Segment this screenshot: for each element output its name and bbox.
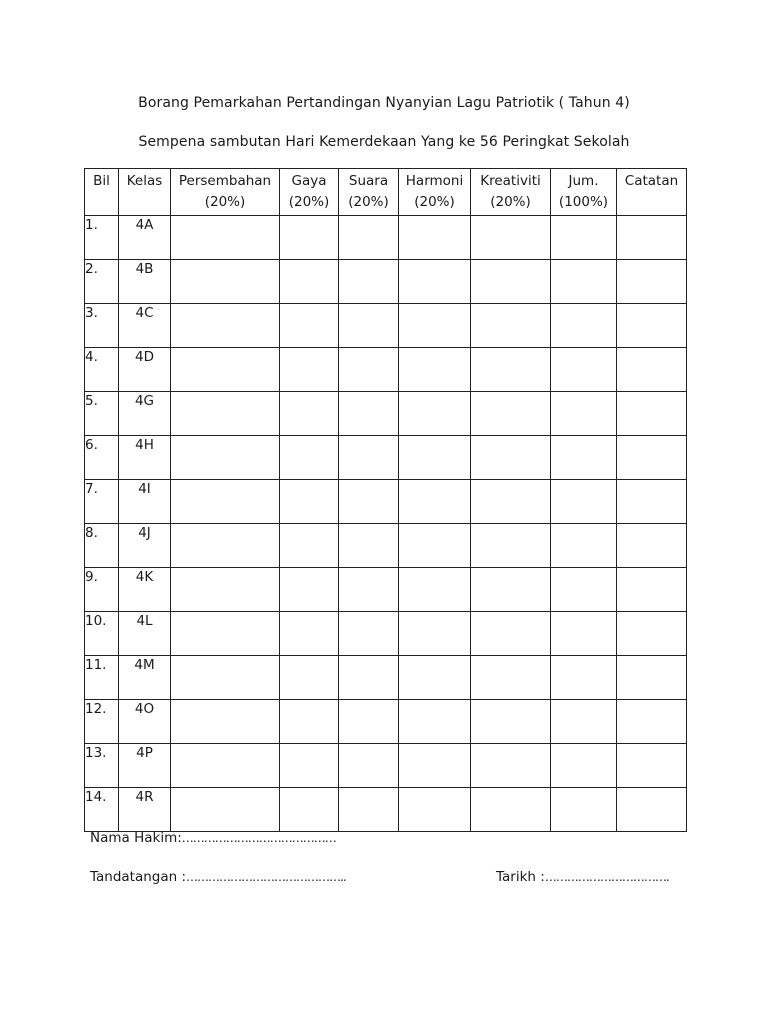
- row-bil: 10.: [85, 612, 119, 656]
- scoring-table: [84, 168, 687, 832]
- score-cell-gaya[interactable]: [280, 612, 339, 656]
- row-kelas: 4K: [119, 568, 171, 612]
- score-cell-jumlah[interactable]: [551, 392, 617, 436]
- score-cell-catatan[interactable]: [617, 304, 687, 348]
- row-bil: 11.: [85, 656, 119, 700]
- score-cell-suara[interactable]: [339, 392, 399, 436]
- score-cell-jumlah[interactable]: [551, 436, 617, 480]
- score-cell-suara[interactable]: [339, 480, 399, 524]
- score-cell-harmoni[interactable]: [399, 260, 471, 304]
- header-jumlah: Jum. (100%): [551, 169, 617, 216]
- signature-label: Tandatangan :: [90, 869, 187, 885]
- score-cell-kreativiti[interactable]: [471, 216, 551, 260]
- score-cell-harmoni[interactable]: [399, 480, 471, 524]
- score-cell-harmoni[interactable]: [399, 436, 471, 480]
- row-bil: 4.: [85, 348, 119, 392]
- score-cell-catatan[interactable]: [617, 568, 687, 612]
- score-cell-jumlah[interactable]: [551, 568, 617, 612]
- score-cell-catatan[interactable]: [617, 788, 687, 832]
- score-cell-harmoni[interactable]: [399, 612, 471, 656]
- row-kelas: 4H: [119, 436, 171, 480]
- header-bil: Bil: [85, 169, 119, 216]
- score-cell-gaya[interactable]: [280, 656, 339, 700]
- table-row: [85, 216, 687, 260]
- score-cell-suara[interactable]: [339, 656, 399, 700]
- date-field[interactable]: …………………………….: [544, 870, 669, 884]
- score-cell-suara[interactable]: [339, 524, 399, 568]
- score-cell-gaya[interactable]: [280, 744, 339, 788]
- score-cell-jumlah[interactable]: [551, 480, 617, 524]
- table-row: [85, 480, 687, 524]
- score-cell-catatan[interactable]: [617, 612, 687, 656]
- score-cell-kreativiti[interactable]: [471, 788, 551, 832]
- row-bil: 1.: [85, 216, 119, 260]
- form-title: Borang Pemarkahan Pertandingan Nyanyian Lagu Patriotik ( Tahun 4): [138, 95, 630, 111]
- signature-field[interactable]: ……………………………………..: [186, 870, 346, 884]
- header-gaya: Gaya (20%): [280, 169, 339, 216]
- score-cell-catatan[interactable]: [617, 700, 687, 744]
- score-cell-persembahan[interactable]: [171, 348, 280, 392]
- score-cell-catatan[interactable]: [617, 524, 687, 568]
- row-bil: 8.: [85, 524, 119, 568]
- table-row: [85, 744, 687, 788]
- signature-line: [90, 869, 346, 885]
- date-line: [496, 869, 669, 885]
- row-kelas: 4J: [119, 524, 171, 568]
- score-cell-gaya[interactable]: [280, 700, 339, 744]
- table-row: [85, 304, 687, 348]
- score-cell-kreativiti[interactable]: [471, 700, 551, 744]
- score-cell-persembahan[interactable]: [171, 612, 280, 656]
- score-cell-harmoni[interactable]: [399, 392, 471, 436]
- score-cell-gaya[interactable]: [280, 304, 339, 348]
- judge-name-line: [90, 830, 336, 846]
- score-cell-suara[interactable]: [339, 348, 399, 392]
- row-kelas: 4D: [119, 348, 171, 392]
- score-cell-harmoni[interactable]: [399, 744, 471, 788]
- score-cell-jumlah[interactable]: [551, 524, 617, 568]
- score-cell-harmoni[interactable]: [399, 568, 471, 612]
- score-cell-suara[interactable]: [339, 216, 399, 260]
- score-cell-persembahan[interactable]: [171, 700, 280, 744]
- score-cell-jumlah[interactable]: [551, 656, 617, 700]
- score-cell-harmoni[interactable]: [399, 348, 471, 392]
- score-cell-persembahan[interactable]: [171, 260, 280, 304]
- score-cell-suara[interactable]: [339, 260, 399, 304]
- form-subtitle: Sempena sambutan Hari Kemerdekaan Yang ke 56 Peringkat Sekolah: [138, 134, 630, 150]
- score-cell-jumlah[interactable]: [551, 700, 617, 744]
- score-cell-persembahan[interactable]: [171, 524, 280, 568]
- score-cell-harmoni[interactable]: [399, 656, 471, 700]
- row-bil: 5.: [85, 392, 119, 436]
- row-kelas: 4P: [119, 744, 171, 788]
- table-row: [85, 392, 687, 436]
- score-cell-suara[interactable]: [339, 436, 399, 480]
- table-row: [85, 260, 687, 304]
- row-kelas: 4I: [119, 480, 171, 524]
- score-cell-suara[interactable]: [339, 612, 399, 656]
- row-bil: 9.: [85, 568, 119, 612]
- score-cell-harmoni[interactable]: [399, 216, 471, 260]
- score-cell-gaya[interactable]: [280, 568, 339, 612]
- table-header-row: [85, 169, 687, 216]
- score-cell-kreativiti[interactable]: [471, 348, 551, 392]
- header-persembahan: Persembahan (20%): [171, 169, 280, 216]
- score-cell-catatan[interactable]: [617, 436, 687, 480]
- row-bil: 2.: [85, 260, 119, 304]
- score-cell-persembahan[interactable]: [171, 304, 280, 348]
- score-cell-harmoni[interactable]: [399, 788, 471, 832]
- header-harmoni: Harmoni (20%): [399, 169, 471, 216]
- table-row: [85, 788, 687, 832]
- score-cell-kreativiti[interactable]: [471, 568, 551, 612]
- table-body: [85, 216, 687, 832]
- score-cell-jumlah[interactable]: [551, 216, 617, 260]
- header-kelas: Kelas: [119, 169, 171, 216]
- score-cell-persembahan[interactable]: [171, 392, 280, 436]
- score-cell-gaya[interactable]: [280, 260, 339, 304]
- score-cell-harmoni[interactable]: [399, 304, 471, 348]
- row-kelas: 4L: [119, 612, 171, 656]
- score-cell-gaya[interactable]: [280, 216, 339, 260]
- score-cell-catatan[interactable]: [617, 260, 687, 304]
- row-bil: 14.: [85, 788, 119, 832]
- date-label: Tarikh :: [496, 869, 545, 885]
- score-cell-jumlah[interactable]: [551, 304, 617, 348]
- row-kelas: 4M: [119, 656, 171, 700]
- row-bil: 7.: [85, 480, 119, 524]
- score-cell-gaya[interactable]: [280, 436, 339, 480]
- score-cell-suara[interactable]: [339, 304, 399, 348]
- row-kelas: 4O: [119, 700, 171, 744]
- row-kelas: 4B: [119, 260, 171, 304]
- score-cell-jumlah[interactable]: [551, 744, 617, 788]
- score-cell-gaya[interactable]: [280, 348, 339, 392]
- score-cell-catatan[interactable]: [617, 656, 687, 700]
- score-cell-jumlah[interactable]: [551, 348, 617, 392]
- score-cell-persembahan[interactable]: [171, 480, 280, 524]
- score-cell-jumlah[interactable]: [551, 788, 617, 832]
- table-row: [85, 568, 687, 612]
- row-bil: 13.: [85, 744, 119, 788]
- score-cell-catatan[interactable]: [617, 744, 687, 788]
- row-kelas: 4A: [119, 216, 171, 260]
- score-cell-persembahan[interactable]: [171, 436, 280, 480]
- score-cell-persembahan[interactable]: [171, 216, 280, 260]
- score-cell-kreativiti[interactable]: [471, 304, 551, 348]
- judge-name-field[interactable]: ……………………………………: [181, 831, 336, 845]
- score-cell-catatan[interactable]: [617, 216, 687, 260]
- header-kreativiti: Kreativiti (20%): [471, 169, 551, 216]
- header-suara: Suara (20%): [339, 169, 399, 216]
- row-bil: 6.: [85, 436, 119, 480]
- score-cell-kreativiti[interactable]: [471, 744, 551, 788]
- score-cell-catatan[interactable]: [617, 480, 687, 524]
- score-cell-harmoni[interactable]: [399, 524, 471, 568]
- score-cell-kreativiti[interactable]: [471, 612, 551, 656]
- score-cell-suara[interactable]: [339, 568, 399, 612]
- row-bil: 12.: [85, 700, 119, 744]
- score-cell-gaya[interactable]: [280, 788, 339, 832]
- table-row: [85, 612, 687, 656]
- score-cell-suara[interactable]: [339, 744, 399, 788]
- table-row: [85, 348, 687, 392]
- score-cell-kreativiti[interactable]: [471, 524, 551, 568]
- table-row: [85, 524, 687, 568]
- score-cell-persembahan[interactable]: [171, 568, 280, 612]
- table-row: [85, 436, 687, 480]
- table-row: [85, 656, 687, 700]
- table-row: [85, 700, 687, 744]
- score-cell-persembahan[interactable]: [171, 744, 280, 788]
- score-cell-suara[interactable]: [339, 700, 399, 744]
- judge-name-label: Nama Hakim:: [90, 830, 182, 846]
- row-kelas: 4C: [119, 304, 171, 348]
- row-kelas: 4R: [119, 788, 171, 832]
- score-cell-kreativiti[interactable]: [471, 656, 551, 700]
- score-cell-kreativiti[interactable]: [471, 260, 551, 304]
- row-kelas: 4G: [119, 392, 171, 436]
- score-cell-kreativiti[interactable]: [471, 392, 551, 436]
- score-cell-catatan[interactable]: [617, 392, 687, 436]
- score-cell-suara[interactable]: [339, 788, 399, 832]
- score-cell-kreativiti[interactable]: [471, 436, 551, 480]
- score-cell-harmoni[interactable]: [399, 700, 471, 744]
- header-catatan: Catatan: [617, 169, 687, 216]
- score-cell-kreativiti[interactable]: [471, 480, 551, 524]
- row-bil: 3.: [85, 304, 119, 348]
- score-cell-catatan[interactable]: [617, 348, 687, 392]
- score-cell-jumlah[interactable]: [551, 260, 617, 304]
- score-cell-gaya[interactable]: [280, 524, 339, 568]
- score-cell-persembahan[interactable]: [171, 788, 280, 832]
- score-cell-gaya[interactable]: [280, 480, 339, 524]
- score-cell-gaya[interactable]: [280, 392, 339, 436]
- score-cell-jumlah[interactable]: [551, 612, 617, 656]
- score-cell-persembahan[interactable]: [171, 656, 280, 700]
